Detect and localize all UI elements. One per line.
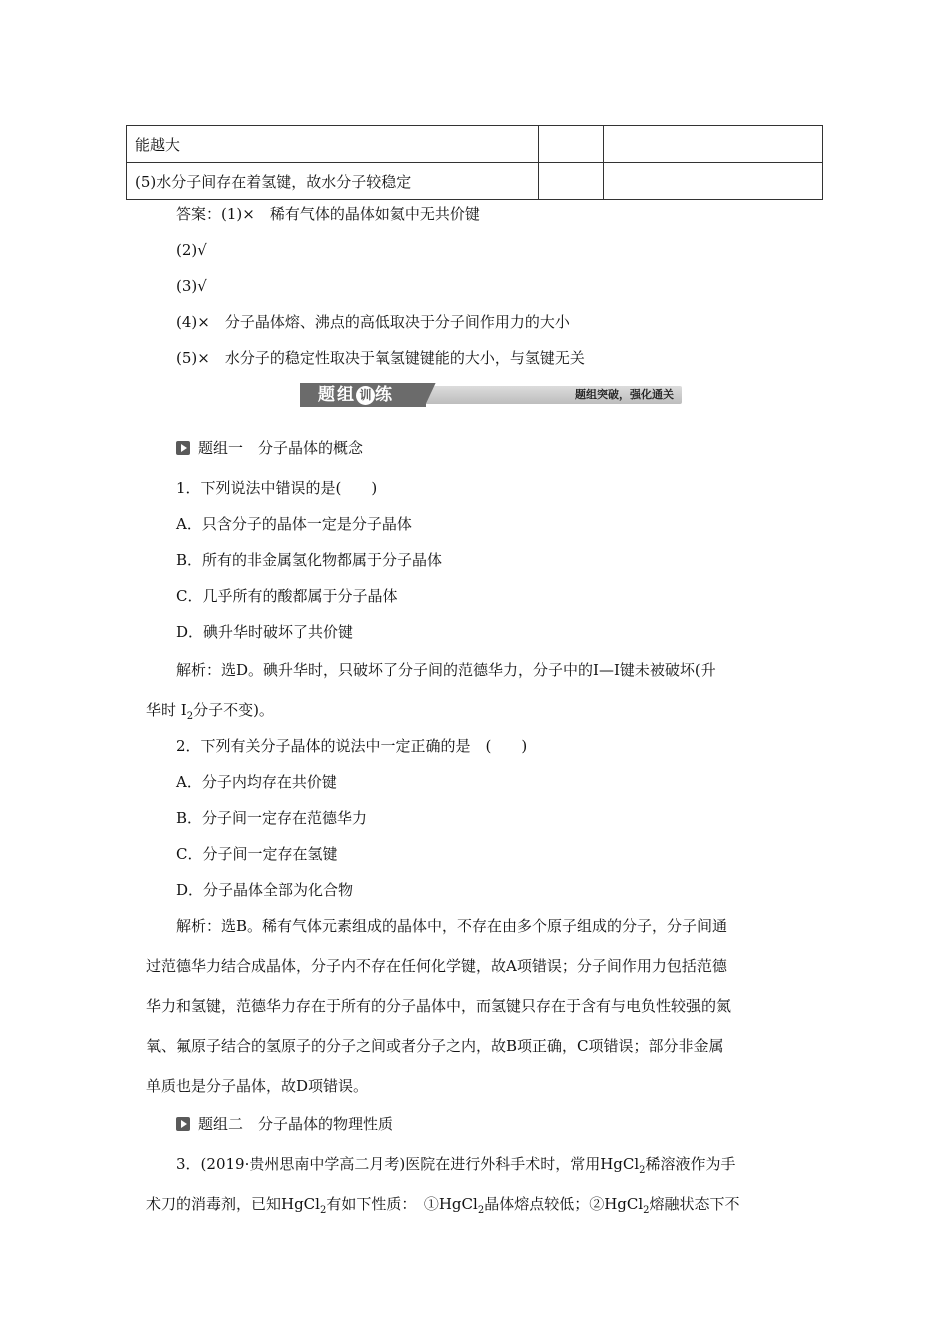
question-3-line-1: 3．(2019·贵州思南中学高二月考)医院在进行外科手术时，常用HgCl$_2$稀溶液作为手 <box>176 1155 736 1176</box>
banner-circle-char: 训 <box>356 386 375 405</box>
question-2-option-b: B．分子间一定存在范德华力 <box>176 809 368 827</box>
question-1-option-c: C．几乎所有的酸都属于分子晶体 <box>176 587 398 605</box>
question-1-option-d: D．碘升华时破坏了共价键 <box>176 623 354 641</box>
banner-title: 题组 训 练 <box>318 385 394 405</box>
table-row <box>127 163 823 200</box>
question-2-option-d: D．分子晶体全部为化合物 <box>176 881 354 899</box>
question-2-analysis-line-3: 华力和氢键，范德华力存在于所有的分子晶体中，而氢键只存在于含有与电负性较强的氮 <box>146 997 732 1015</box>
question-3-line-2: 术刀的消毒剂，已知HgCl$_2$有如下性质： ①HgCl$_2$晶体熔点较低；②HgCl$_2$熔融状态下不 <box>146 1195 740 1216</box>
answer-line-2: (2)√ <box>176 241 207 259</box>
answer-line-3: (3)√ <box>176 277 207 295</box>
table-cell-judgement <box>539 126 604 163</box>
play-icon <box>176 1117 190 1131</box>
question-1-analysis-line-1: 解析：选D。碘升华时，只破坏了分子间的范德华力，分子中的I—I键未被破坏(升 <box>176 661 716 679</box>
answer-line-1: 答案：(1)× 稀有气体的晶体如氦中无共价键 <box>176 205 480 223</box>
question-2-analysis-line-2: 过范德华力结合成晶体，分子内不存在任何化学键，故A项错误；分子间作用力包括范德 <box>146 957 727 975</box>
question-1-analysis-line-2: 华时 $I_2$分子不变)。 <box>146 701 274 722</box>
question-2-analysis-line-1: 解析：选B。稀有气体元素组成的晶体中，不存在由多个原子组成的分子，分子间通 <box>176 917 728 935</box>
play-icon <box>176 441 190 455</box>
banner-subtitle: 题组突破，强化通关 <box>575 388 674 401</box>
table-cell-reason <box>604 163 823 200</box>
table-cell-statement: (5)水分子间存在着氢键，故水分子较稳定 <box>127 163 539 200</box>
question-2-option-c: C．分子间一定存在氢键 <box>176 845 338 863</box>
table-cell-statement: 能越大 <box>127 126 539 163</box>
question-1-option-a: A．只含分子的晶体一定是分子晶体 <box>176 515 412 533</box>
question-1-stem: 1．下列说法中错误的是( ) <box>176 479 378 497</box>
question-2-option-a: A．分子内均存在共价键 <box>176 773 337 791</box>
section-banner <box>300 383 682 407</box>
judgement-table <box>126 125 823 200</box>
question-2-analysis-line-4: 氧、氟原子结合的氢原子的分子之间或者分子之内，故B项正确，C项错误；部分非金属 <box>146 1037 724 1055</box>
answer-line-4: (4)× 分子晶体熔、沸点的高低取决于分子间作用力的大小 <box>176 313 570 331</box>
group-heading-1: 题组一 分子晶体的概念 <box>176 438 363 458</box>
answer-line-5: (5)× 水分子的稳定性取决于氧氢键键能的大小，与氢键无关 <box>176 349 585 367</box>
table-cell-reason <box>604 126 823 163</box>
question-2-analysis-line-5: 单质也是分子晶体，故D项错误。 <box>146 1077 369 1095</box>
table-row <box>127 126 823 163</box>
question-1-option-b: B．所有的非金属氢化物都属于分子晶体 <box>176 551 443 569</box>
group-heading-2: 题组二 分子晶体的物理性质 <box>176 1114 393 1134</box>
table-cell-judgement <box>539 163 604 200</box>
question-2-stem: 2．下列有关分子晶体的说法中一定正确的是 ( ) <box>176 737 528 755</box>
